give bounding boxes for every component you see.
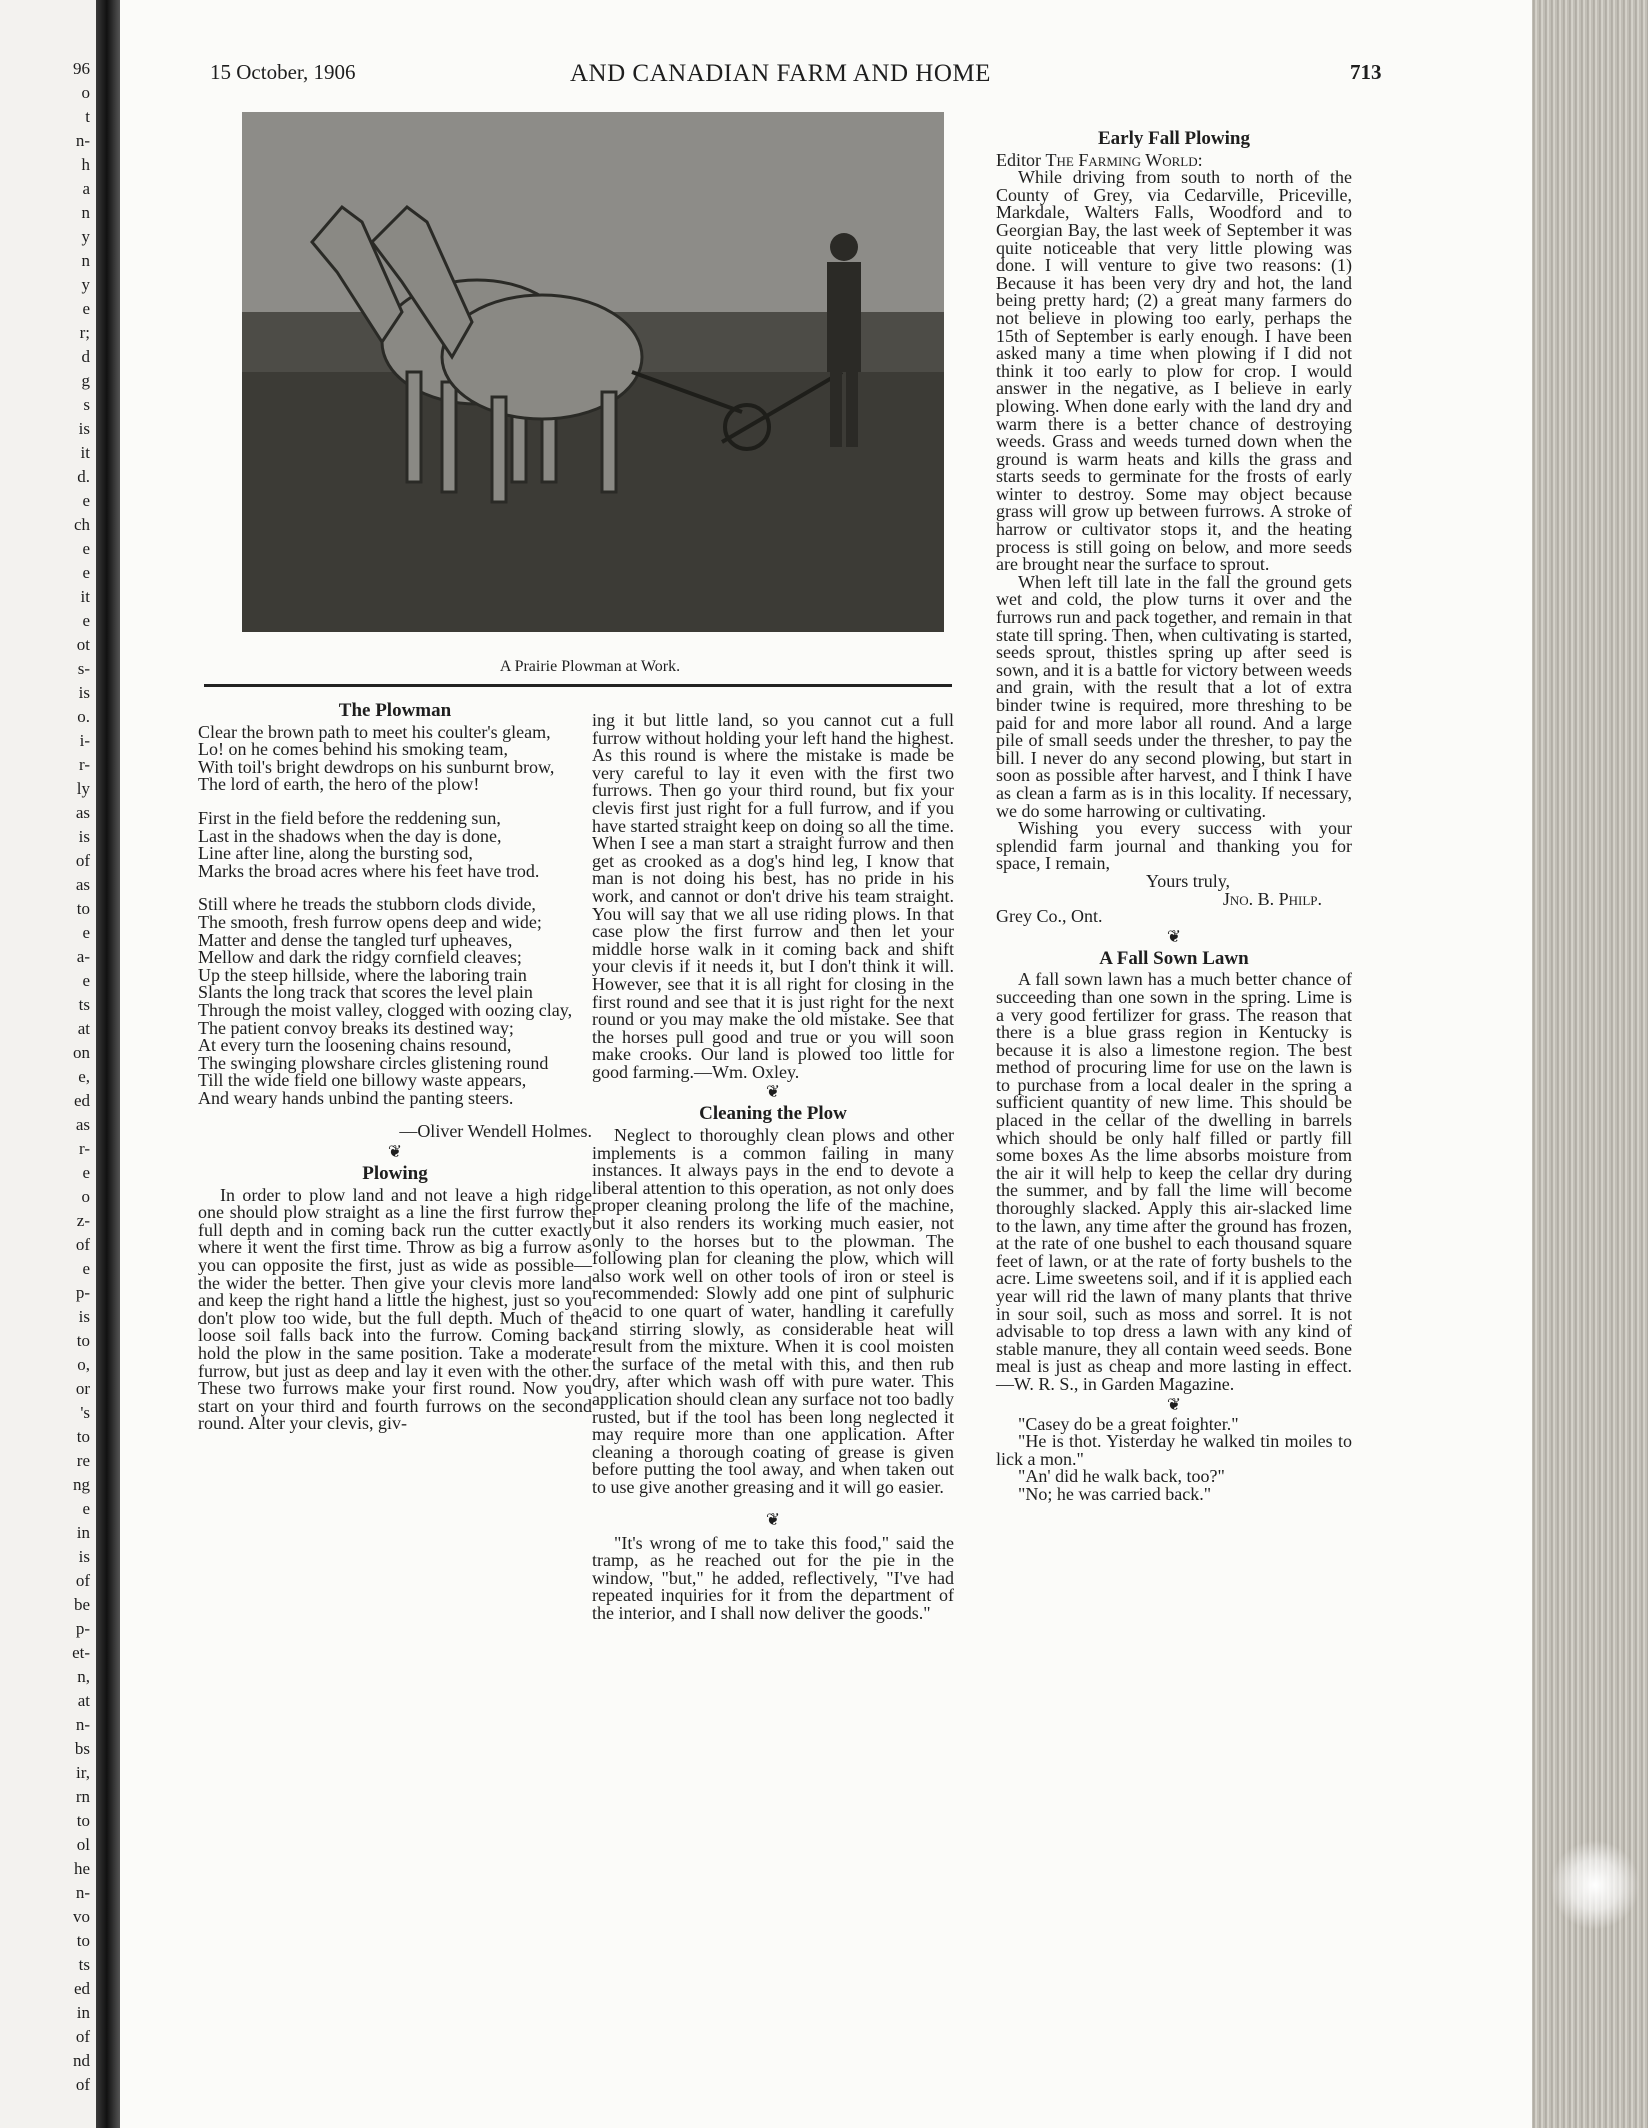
prev-page-fragment: o bbox=[81, 1187, 90, 1206]
prev-page-fragment: e, bbox=[78, 1067, 90, 1086]
ornament-icon: ❦ bbox=[765, 1509, 781, 1529]
prev-page-fragment: z- bbox=[76, 1211, 90, 1230]
prev-page-fragment: is bbox=[78, 827, 90, 846]
joke-line: "No; he was carried back." bbox=[1018, 1483, 1212, 1504]
letter-signature: Jno. B. Philp. bbox=[1222, 888, 1322, 909]
prev-page-fragment: e bbox=[82, 1499, 90, 1518]
prev-page-fragment: is bbox=[78, 1307, 90, 1326]
prev-page-fragment: ts bbox=[78, 1955, 90, 1974]
prev-page-fragment: n- bbox=[75, 1715, 90, 1734]
poem-line: Through the moist valley, clogged with oozing clay, bbox=[198, 999, 573, 1020]
prev-page-fragment: s bbox=[83, 395, 90, 414]
poem-line: Mellow and dark the ridgy cornfield cleaves; bbox=[198, 947, 522, 968]
prev-page-fragment: in bbox=[76, 2003, 90, 2022]
prev-page-fragment: as bbox=[75, 803, 90, 822]
fall-plowing-title: Early Fall Plowing bbox=[1098, 128, 1250, 149]
previous-page-edge bbox=[0, 0, 96, 2128]
prev-page-fragment: r- bbox=[79, 1139, 90, 1158]
prev-page-fragment: ch bbox=[73, 515, 90, 534]
prev-page-fragment: y bbox=[81, 275, 90, 294]
prev-page-fragment: to bbox=[76, 1331, 90, 1350]
poem-stanza bbox=[198, 721, 592, 795]
fall-plowing-para-1: While driving from south to north of the County of Grey, via Cedarville, Priceville, Markdale, Walters Falls, Woodford and to Georgian Bay, the last week of September it was quite noticeable that very little plowing was done. I will venture to give two reasons: (1) Because it has been very dry and hot, the land being pretty hard; (2) a great many farmers do not believe in plowing too early, perhaps the 15th of September is early enough. I have been asked many a time when plowing if I did not think it too early to plow for crop. I would answer in the negative, as I believe in early plowing. When done early with the land dry and warm there is a better chance of destroying weeds. Grass and weeds turned down when the ground is warm heats and kills the grass and starts seeds to germinate for the frosts of early winter to destroy. Some may object because grass will grow up between furrows. A stroke of harrow or cultivator stops it, and the heating process is still going on below, and more seeds are brought near the surface to sprout. bbox=[996, 167, 1352, 575]
prev-page-fragment: vo bbox=[73, 1907, 90, 1926]
poem-line: Last in the shadows when the day is done, bbox=[198, 825, 502, 846]
prev-page-fragment: t bbox=[85, 107, 90, 126]
prev-page-fragment: on bbox=[73, 1043, 90, 1062]
prev-page-fragment: ed bbox=[73, 1091, 90, 1110]
poem-line: The patient convoy breaks its destined way; bbox=[198, 1017, 514, 1038]
poem-line: Slants the long track that scores the level plain bbox=[198, 982, 533, 1003]
poem-line: The smooth, fresh furrow opens deep and wide; bbox=[198, 911, 542, 932]
plowing-text-1: In order to plow land and not leave a high ridge one should plow straight as a line the first furrow the full depth and in coming back run the cutter exactly where it went the first time. Throw as big a furrow as you can opposite the first, just as wide as possible—the wider the better. Then give your clevis more land and keep the right hand a little the highest, just so you don't plow too wide, but the full depth. Much of the loose soil falls back into the furrow. Coming back hold the plow in the same position. Take a moderate furrow, but just as deep and lay it even with the other. These two furrows make your first round. Now you start on your third and fourth furrows on the second round. Alter your clevis, giv- bbox=[198, 1184, 592, 1434]
ornament-icon: ❦ bbox=[1166, 1394, 1182, 1414]
prev-page-fragment: is bbox=[78, 1547, 90, 1566]
letter-closing: Yours truly, bbox=[1146, 870, 1231, 891]
prev-page-fragment: ir, bbox=[76, 1763, 90, 1782]
editor-name: The Farming World: bbox=[1045, 149, 1203, 170]
lawn-text: A fall sown lawn has a much better chance of succeeding than one sown in the spring. Lime is a very good fertilizer for grass. The reason that there is a blue grass region in Kentucky is because it is also a limestone region. The best method of procuring lime for use on the lawn is to purchase from a local dealer in the spring a sufficient quantity of new lime. This should be placed in the cellar of the dwelling in barrels which should be only half filled or partly fill some boxes As the lime absorbs moisture from the air it will help to keep the cellar dry during the summer, and by fall the lime will become thoroughly slacked. Apply this air-slacked lime to the lawn, any time after the ground has frozen, at the rate of one bushel to each thousand square feet of lawn, or at the rate of forty bushels to the acre. Lime sweetens soil, and if it is applied each year will rid the lawn of many plants that thrive in sour soil, such as moss and sorrel. It is not advisable to top dress a lawn with any kind of stable manure, they all contain weed seeds. Bone meal is just as cheap and more lasting in effect.—W. R. S., in Garden Magazine. bbox=[996, 969, 1352, 1394]
prev-page-fragment: at bbox=[77, 1019, 90, 1038]
prev-page-fragment: e bbox=[82, 299, 90, 318]
poem-body bbox=[198, 721, 592, 1108]
poem-line: Clear the brown path to meet his coulter's gleam, bbox=[198, 721, 551, 742]
prev-page-fragment: e bbox=[82, 971, 90, 990]
prev-page-fragment: o. bbox=[77, 707, 90, 726]
column-left bbox=[198, 698, 592, 1433]
prev-page-fragment: o bbox=[81, 83, 90, 102]
prev-page-fragment: i- bbox=[79, 731, 90, 750]
lawn-title: A Fall Sown Lawn bbox=[1099, 947, 1249, 969]
prev-page-fragment: e bbox=[82, 539, 90, 558]
prev-page-fragment: e bbox=[82, 491, 90, 510]
prev-page-fragment: of bbox=[75, 851, 90, 870]
prev-page-fragment: of bbox=[75, 1571, 90, 1590]
prev-page-fragment: o, bbox=[77, 1355, 90, 1374]
letter-location: Grey Co., Ont. bbox=[996, 906, 1103, 927]
poem-line: Lo! on he comes behind his smoking team, bbox=[198, 739, 508, 760]
ornament-icon: ❦ bbox=[1166, 926, 1182, 946]
poem-line: Still where he treads the stubborn clods divide, bbox=[198, 894, 536, 915]
magazine-page bbox=[120, 0, 1532, 2128]
prev-page-fragment: d bbox=[81, 347, 90, 366]
prev-page-fragment: s- bbox=[77, 659, 90, 678]
poem-line: Till the wide field one billowy waste appears, bbox=[198, 1070, 527, 1091]
fall-plowing-para-2: When left till late in the fall the ground gets wet and cold, the plow turns it over and the furrows run and pack together, and remain in that state till spring. Then, when cultivating is started, seeds sprout, thistles spring up after seed is sown, and it is a battle for victory between weeds and grain, with the result that a lot of extra binder twine is required, more threshing to be paid for and more labor all round. And a large pile of small seeds under the thresher, to pay the bill. I never do any second plowing, but start in soon as possible after harvest, and I think I have as clean a farm as is in this locality. If necessary, we do some harrowing or cultivating. bbox=[996, 571, 1352, 821]
prev-page-fragment: of bbox=[75, 1235, 90, 1254]
poem-stanza bbox=[198, 807, 592, 881]
plowing-text-2: ing it but little land, so you cannot cut a full furrow without holding your left hand the highest. As this round is where the mistake is made be very careful to lay it even with the first two furrows. Then go your third round, but fix your clevis first just right for a full furrow, and if you have started straight keep on doing so all the time. When I see a man start a straight furrow and then get as crooked as a dog's hind leg, I know that man is not doing his best, has no pride in his work, and cannot or don't drive his team straight. You will say that we all use riding plows. In that case plow the first furrow and then let your middle horse walk in it coming back and shift your clevis if it needs it, but I don't think it will. However, see that it is all right for closing in the first round and see that it is just right for the next round or you may make the old mistake. See that the horses pull good and true or you will soon make crooks. Our land is plowed too little for good farming.—Wm. Oxley. bbox=[592, 710, 954, 1082]
prev-page-fragment: it bbox=[80, 443, 90, 462]
prev-page-fragment: to bbox=[76, 899, 90, 918]
ornament-icon: ❦ bbox=[765, 1082, 781, 1102]
prev-page-fragment: e bbox=[82, 1259, 90, 1278]
prev-page-fragment: et- bbox=[72, 1643, 90, 1662]
tramp-anecdote: "It's wrong of me to take this food," said the tramp, as he reached out for the pie in the window, "but," he added, reflectively, "I've had repeated inquiries for it from the department of the interior, and I shall now deliver the goods." bbox=[592, 1532, 954, 1623]
prev-page-fragment: it bbox=[80, 587, 90, 606]
running-title: AND CANADIAN FARM AND HOME bbox=[570, 60, 991, 87]
prev-page-fragment: r- bbox=[79, 755, 90, 774]
prev-page-fragment: p- bbox=[75, 1619, 90, 1638]
prev-page-fragment: he bbox=[73, 1859, 90, 1878]
prev-page-fragment: e bbox=[82, 563, 90, 582]
prev-page-fragment: p- bbox=[75, 1283, 90, 1302]
joke-line: "Casey do be a great foighter." bbox=[1018, 1413, 1239, 1434]
prev-page-fragment: n, bbox=[77, 1667, 90, 1686]
page-stack-edge bbox=[1532, 0, 1648, 2128]
prev-page-fragment: n- bbox=[75, 131, 90, 150]
poem-stanza bbox=[198, 896, 592, 1107]
prev-page-fragment: bs bbox=[74, 1739, 90, 1758]
issue-date: 15 October, 1906 bbox=[210, 60, 356, 84]
column-right bbox=[996, 126, 1352, 1504]
prev-page-fragment: e bbox=[82, 611, 90, 630]
prev-page-fragment: r; bbox=[79, 323, 90, 342]
poem-line: The lord of earth, the hero of the plow! bbox=[198, 774, 480, 795]
prev-page-fragment: to bbox=[76, 1427, 90, 1446]
prev-page-fragment: ly bbox=[76, 779, 90, 798]
prev-page-fragment: ed bbox=[73, 1979, 90, 1998]
prev-page-fragment: at bbox=[77, 1691, 90, 1710]
prev-page-fragment: y bbox=[81, 227, 90, 246]
joke-line: "An' did he walk back, too?" bbox=[1018, 1466, 1225, 1487]
poem-line: Up the steep hillside, where the laboring train bbox=[198, 964, 527, 985]
cleaning-text: Neglect to thoroughly clean plows and other implements is a common failing in many instances. It always pays in the end to devote a liberal attention to this operation, as not only does proper cleaning prolong the life of the machine, but it also renders its working much easier, not only to the horses but to the plowman. The following plan for cleaning the plow, which will also work well on other tools of iron or steel is recommended: Slowly add one pint of sulphuric acid to one quart of water, handling it carefully and stirring slowly, as considerable heat will result from the mixture. When it is cool moisten the surface of the metal with this, and then rub dry, after which wash off with pure water. This application should clean any surface not too badly rusted, but if the tool has been long neglected it may require more than one application. After cleaning a thorough coating of grease is given before putting the tool away, and when taken out to use give another greasing and it will go easier. bbox=[592, 1125, 954, 1497]
prev-page-fragment: n bbox=[81, 203, 90, 222]
prev-page-fragment: rn bbox=[75, 1787, 90, 1806]
poem-line: Matter and dense the tangled turf upheaves, bbox=[198, 929, 513, 950]
poem-title: The Plowman bbox=[338, 700, 452, 721]
editor-prefix: Editor bbox=[996, 149, 1041, 170]
prev-page-fragment: as bbox=[75, 1115, 90, 1134]
photo-caption: A Prairie Plowman at Work. bbox=[499, 658, 681, 675]
poem-line: At every turn the loosening chains resound, bbox=[198, 1035, 512, 1056]
prev-page-fragment: is bbox=[78, 419, 90, 438]
poem-line: The swinging plowshare circles glistening round bbox=[198, 1052, 549, 1073]
poem-line: Line after line, along the bursting sod, bbox=[198, 843, 473, 864]
prev-page-fragment: is bbox=[78, 683, 90, 702]
binding-gutter bbox=[96, 0, 120, 2128]
poem-line: First in the field before the reddening sun, bbox=[198, 807, 501, 828]
prev-page-fragment: ol bbox=[76, 1835, 90, 1854]
section-rule bbox=[204, 684, 952, 687]
page-number: 713 bbox=[1350, 60, 1382, 84]
prev-page-fragment: to bbox=[76, 1811, 90, 1830]
poem-author: —Oliver Wendell Holmes. bbox=[399, 1121, 592, 1142]
plowman-illustration bbox=[242, 112, 944, 632]
casey-joke bbox=[996, 1413, 1352, 1504]
prev-page-fragment: g bbox=[81, 371, 90, 390]
prev-page-fragment: a- bbox=[76, 947, 90, 966]
prev-page-fragment: 's bbox=[80, 1403, 90, 1422]
fall-plowing-para-3: Wishing you every success with your splendid farm journal and thanking you for space, I remain, bbox=[996, 818, 1352, 874]
prev-page-fragment: nd bbox=[73, 2051, 90, 2070]
prev-page-fragment: n bbox=[81, 251, 90, 270]
prev-page-fragment: 96 bbox=[73, 59, 90, 78]
prev-page-fragment: ot bbox=[76, 635, 90, 654]
prev-page-fragment: in bbox=[76, 1523, 90, 1542]
prev-page-fragment: ng bbox=[73, 1475, 90, 1494]
prev-page-fragment: ts bbox=[78, 995, 90, 1014]
prev-page-fragment: h bbox=[81, 155, 90, 174]
prairie-plowman-photo bbox=[242, 112, 944, 632]
cleaning-title: Cleaning the Plow bbox=[699, 1103, 847, 1125]
prev-page-fragment: e bbox=[82, 1163, 90, 1182]
plowing-title: Plowing bbox=[362, 1163, 428, 1185]
poem-line: And weary hands unbind the panting steers. bbox=[198, 1087, 514, 1108]
prev-page-fragment: be bbox=[73, 1595, 90, 1614]
prev-page-fragment: a bbox=[82, 179, 90, 198]
joke-line: "He is thot. Yisterday he walked tin moiles to lick a mon." bbox=[996, 1431, 1352, 1469]
ornament-icon: ❦ bbox=[387, 1142, 403, 1162]
light-glare bbox=[1550, 1840, 1640, 1930]
prev-page-fragment: e bbox=[82, 923, 90, 942]
prev-page-fragment: to bbox=[76, 1931, 90, 1950]
prev-page-fragment: of bbox=[75, 2027, 90, 2046]
prev-page-fragment: re bbox=[76, 1451, 90, 1470]
poem-line: With toil's bright dewdrops on his sunburnt brow, bbox=[198, 756, 555, 777]
prev-page-fragment: d. bbox=[77, 467, 90, 486]
poem-line: Marks the broad acres where his feet have trod. bbox=[198, 860, 540, 881]
column-middle bbox=[592, 712, 954, 1623]
prev-page-fragment: as bbox=[75, 875, 90, 894]
prev-page-fragment: of bbox=[75, 2075, 90, 2094]
prev-page-fragment: n- bbox=[75, 1883, 90, 1902]
prev-page-fragment: or bbox=[75, 1379, 90, 1398]
